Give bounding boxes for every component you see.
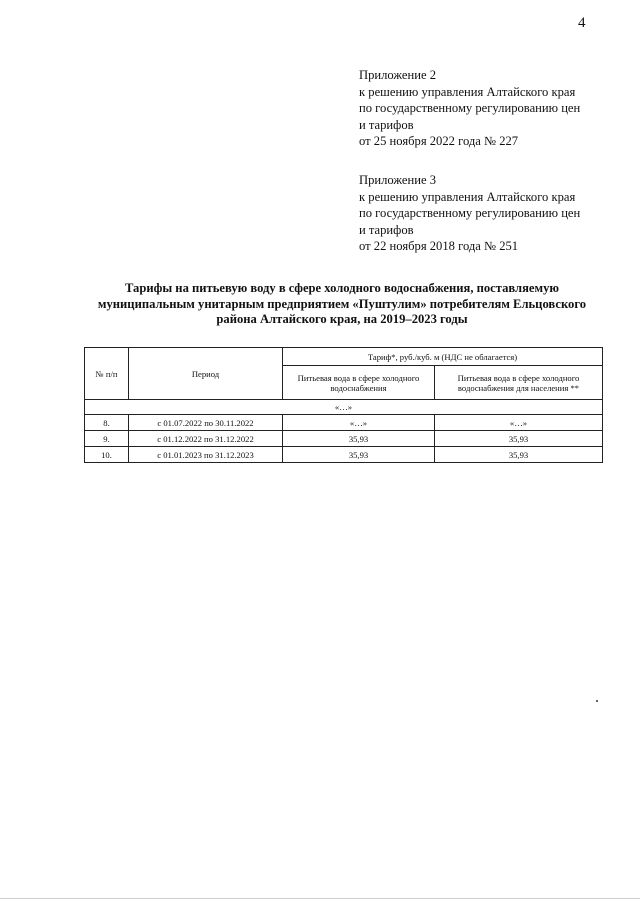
- table-row: [85, 431, 603, 447]
- annex-3-line: к решению управления Алтайского края: [359, 189, 576, 204]
- annex-3-line: от 22 ноября 2018 года № 251: [359, 239, 519, 254]
- row-num: 8.: [85, 415, 129, 431]
- title-line: района Алтайского края, на 2019–2023 годы: [216, 312, 468, 327]
- annex-3-header: [359, 172, 580, 255]
- annex-2-line: от 25 ноября 2022 года № 227: [359, 134, 519, 149]
- annex-3-line: Приложение 3: [359, 173, 437, 187]
- annex-2-line: и тарифов: [359, 117, 414, 132]
- header-period: Период: [129, 348, 283, 400]
- tariff-table: [84, 347, 603, 463]
- table-row: [85, 447, 603, 463]
- row-tariff-1: 35,93: [283, 431, 435, 447]
- scan-speck: [596, 700, 598, 702]
- row-tariff-2: «…»: [435, 415, 603, 431]
- header-num: № п/п: [85, 348, 129, 400]
- header-tariff: Тариф*, руб./куб. м (НДС не облагается): [283, 348, 603, 366]
- page-bottom-edge: [0, 898, 640, 899]
- row-num: 9.: [85, 431, 129, 447]
- header-tariff-population: Питьевая вода в сфере холодного водоснабжения для населения **: [435, 366, 603, 400]
- annex-2-line: по государственному регулированию цен: [359, 101, 581, 116]
- annex-2-header: [359, 67, 580, 150]
- document-title: [82, 281, 602, 328]
- omitted-rows: «…»: [85, 400, 603, 415]
- annex-3-line: по государственному регулированию цен: [359, 206, 581, 221]
- row-period: с 01.12.2022 по 31.12.2022: [129, 431, 283, 447]
- annex-2-line: Приложение 2: [359, 68, 437, 82]
- row-period: с 01.07.2022 по 30.11.2022: [129, 415, 283, 431]
- row-period: с 01.01.2023 по 31.12.2023: [129, 447, 283, 463]
- row-tariff-1: «…»: [283, 415, 435, 431]
- table-row: [85, 415, 603, 431]
- row-tariff-2: 35,93: [435, 447, 603, 463]
- annex-3-line: и тарифов: [359, 222, 414, 237]
- row-num: 10.: [85, 447, 129, 463]
- title-line: муниципальным унитарным предприятием «Пуштулим» потребителям Ельцовского: [97, 296, 587, 311]
- header-tariff-cold-water: Питьевая вода в сфере холодного водоснабжения: [283, 366, 435, 400]
- annex-2-line: к решению управления Алтайского края: [359, 84, 576, 99]
- row-tariff-1: 35,93: [283, 447, 435, 463]
- row-tariff-2: 35,93: [435, 431, 603, 447]
- title-line: Тарифы на питьевую воду в сфере холодного водоснабжения, поставляемую: [124, 281, 560, 295]
- page-number: 4: [578, 15, 586, 31]
